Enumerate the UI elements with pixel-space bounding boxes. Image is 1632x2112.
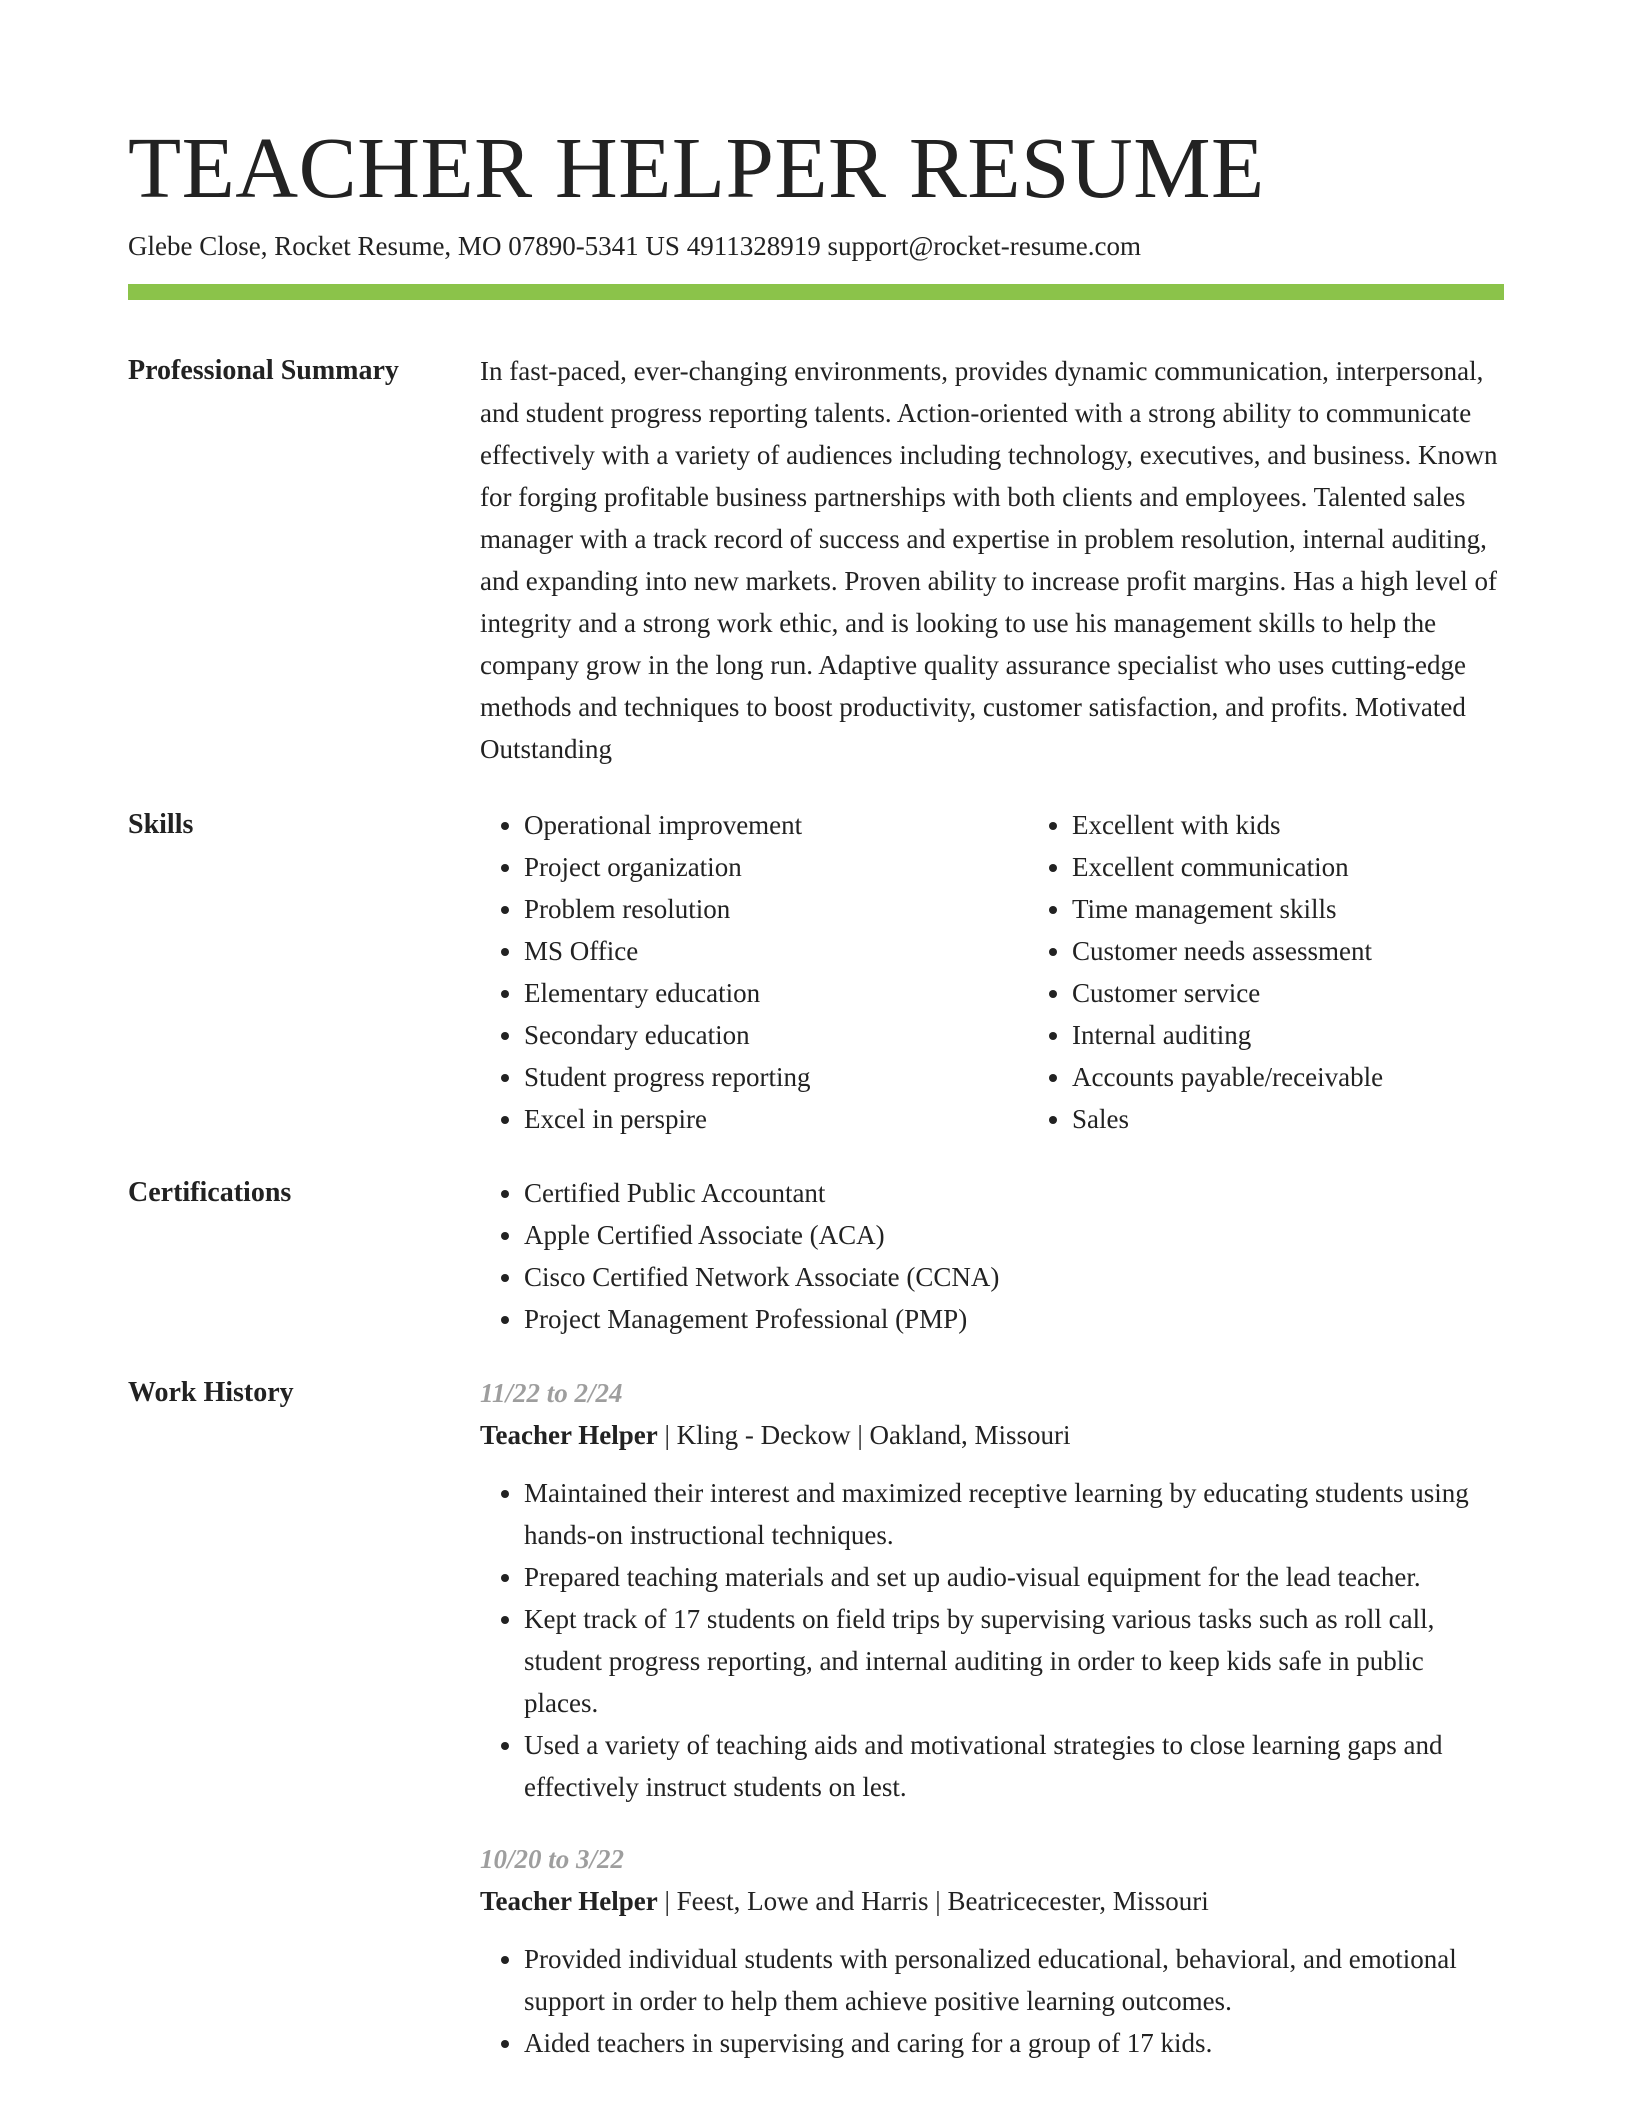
resume-title: TEACHER HELPER RESUME <box>128 119 1265 216</box>
job-dates: 11/22 to 2/24 <box>480 1378 623 1408</box>
skill-item: • Student progress reporting <box>524 1056 1028 1098</box>
skill-item: • Excellent communication <box>1072 846 1576 888</box>
skills-section <box>128 804 1504 1140</box>
skills-grid <box>480 804 1576 1140</box>
skill-item: • Time management skills <box>1072 888 1576 930</box>
resume-page <box>128 118 1504 2064</box>
job-details: | Kling - Deckow | Oakland, Missouri <box>657 1420 1071 1450</box>
skill-item: • Project organization <box>524 846 1028 888</box>
professional-summary-section <box>128 350 1504 770</box>
skill-item: • Problem resolution <box>524 888 1028 930</box>
job-dates: 10/20 to 3/22 <box>480 1844 625 1874</box>
skill-item: • MS Office <box>524 930 1028 972</box>
work-history-section <box>128 1372 1504 2064</box>
skill-item: • Excellent with kids <box>1072 804 1576 846</box>
skill-item: • Excel in perspire <box>524 1098 1028 1140</box>
skill-item: • Operational improvement <box>524 804 1028 846</box>
section-label: Professional Summary <box>128 355 399 386</box>
skill-item: • Sales <box>1072 1098 1576 1140</box>
certification-item: • Certified Public Accountant <box>524 1172 1504 1214</box>
job-bullet: • Provided individual students with personalized educational, behavioral, and emotional support in order to help them achieve positive learning outcomes. <box>524 1938 1504 2022</box>
skill-item: • Secondary education <box>524 1014 1028 1056</box>
job-bullet: • Kept track of 17 students on field trips by supervising various tasks such as roll call, student progress reporting, and internal auditing in order to keep kids safe in public places. <box>524 1598 1504 1724</box>
contact-line: Glebe Close, Rocket Resume, MO 07890-5341 US 4911328919 support@rocket-resume.com <box>128 231 1141 261</box>
section-label: Skills <box>128 809 194 840</box>
skill-item: • Customer needs assessment <box>1072 930 1576 972</box>
skill-item: • Elementary education <box>524 972 1028 1014</box>
job-bullet: • Maintained their interest and maximized receptive learning by educating students using hands-on instructional techniques. <box>524 1472 1504 1556</box>
job-entry <box>480 1838 1504 2064</box>
certifications-list <box>480 1172 1504 1340</box>
summary-text: In fast-paced, ever-changing environments, provides dynamic communication, interpersonal, and student progress reporting talents. Action-oriented with a strong ability to communicate effectively with a variety of audiences including technology, executives, and business. Known for forging profitable business partnerships with both clients and employees. Talented sales manager with a track record of success and expertise in problem resolution, internal auditing, and expanding into new markets. Proven ability to increase profit margins. Has a high level of integrity and a strong work ethic, and is looking to use his management skills to help the company grow in the long run. Adaptive quality assurance specialist who uses cutting-edge methods and techniques to boost productivity, customer satisfaction, and profits. Motivated Outstanding <box>480 356 1498 764</box>
certifications-body <box>480 1172 1504 1340</box>
section-label: Certifications <box>128 1177 292 1208</box>
certification-item: • Project Management Professional (PMP) <box>524 1298 1504 1340</box>
job-entry <box>480 1372 1504 1808</box>
job-role: Teacher Helper <box>480 1886 658 1916</box>
certifications-section <box>128 1172 1504 1340</box>
skills-list-right <box>1028 804 1576 1140</box>
job-bullet: • Used a variety of teaching aids and motivational strategies to close learning gaps and effectively instruct students on lest. <box>524 1724 1504 1808</box>
job-bullets <box>480 1938 1504 2064</box>
section-label: Work History <box>128 1377 294 1408</box>
job-details: | Feest, Lowe and Harris | Beatricecester, Missouri <box>657 1886 1209 1916</box>
job-role: Teacher Helper <box>480 1420 658 1450</box>
certification-item: • Apple Certified Associate (ACA) <box>524 1214 1504 1256</box>
job-heading <box>480 1880 1504 1922</box>
accent-divider <box>128 284 1504 300</box>
skill-item: • Internal auditing <box>1072 1014 1576 1056</box>
skill-item: • Accounts payable/receivable <box>1072 1056 1576 1098</box>
job-bullets <box>480 1472 1504 1808</box>
work-history-body <box>480 1372 1504 2064</box>
job-bullet: • Aided teachers in supervising and caring for a group of 17 kids. <box>524 2022 1504 2064</box>
job-heading <box>480 1414 1504 1456</box>
skills-list-left <box>480 804 1028 1140</box>
job-bullet: • Prepared teaching materials and set up audio-visual equipment for the lead teacher. <box>524 1556 1504 1598</box>
certification-item: • Cisco Certified Network Associate (CCNA) <box>524 1256 1504 1298</box>
skill-item: • Customer service <box>1072 972 1576 1014</box>
